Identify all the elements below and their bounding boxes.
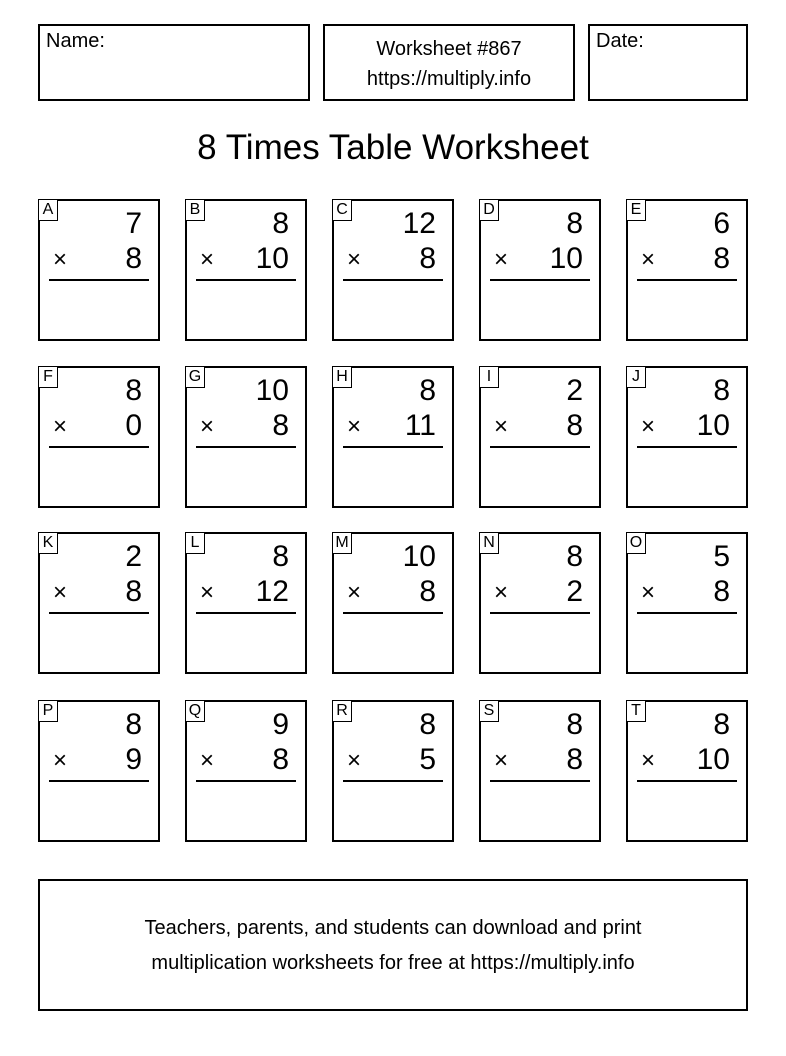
bottom-factor: 10 bbox=[696, 409, 730, 442]
multiply-sign: × bbox=[347, 413, 362, 440]
problem-box[interactable] bbox=[479, 199, 601, 341]
problem-label: F bbox=[38, 366, 58, 388]
multiply-sign: × bbox=[53, 579, 68, 606]
answer-line bbox=[196, 780, 296, 782]
multiply-sign: × bbox=[494, 579, 509, 606]
footer-line-2: multiplication worksheets for free at https://multiply.info bbox=[151, 952, 635, 974]
bottom-factor: 8 bbox=[272, 743, 289, 776]
multiply-sign: × bbox=[53, 747, 68, 774]
problem-label: T bbox=[626, 700, 646, 722]
top-factor: 9 bbox=[272, 708, 289, 741]
top-factor: 8 bbox=[419, 708, 436, 741]
problem-box[interactable] bbox=[185, 532, 307, 674]
multiply-sign: × bbox=[347, 246, 362, 273]
problem-box[interactable] bbox=[332, 532, 454, 674]
answer-line bbox=[490, 780, 590, 782]
multiply-sign: × bbox=[347, 579, 362, 606]
name-label: Name: bbox=[46, 30, 105, 52]
problem-label: P bbox=[38, 700, 58, 722]
multiply-sign: × bbox=[53, 413, 68, 440]
worksheet-number: Worksheet #867 bbox=[376, 38, 522, 60]
date-field-box[interactable] bbox=[588, 24, 748, 101]
top-factor: 8 bbox=[272, 207, 289, 240]
bottom-factor: 8 bbox=[419, 575, 436, 608]
answer-line bbox=[196, 279, 296, 281]
problem-label: G bbox=[185, 366, 205, 388]
problem-label: H bbox=[332, 366, 352, 388]
problem-label: S bbox=[479, 700, 499, 722]
bottom-factor: 8 bbox=[272, 409, 289, 442]
problem-box[interactable] bbox=[38, 366, 160, 508]
problem-label: D bbox=[479, 199, 499, 221]
problem-label: L bbox=[185, 532, 205, 554]
multiply-sign: × bbox=[494, 747, 509, 774]
top-factor: 6 bbox=[713, 207, 730, 240]
footer-box bbox=[38, 879, 748, 1011]
problem-label: K bbox=[38, 532, 58, 554]
footer-line-1: Teachers, parents, and students can download and print bbox=[144, 917, 642, 939]
problem-box[interactable] bbox=[332, 700, 454, 842]
answer-line bbox=[490, 279, 590, 281]
answer-line bbox=[196, 446, 296, 448]
problem-label: B bbox=[185, 199, 205, 221]
answer-line bbox=[196, 612, 296, 614]
problem-label: M bbox=[332, 532, 352, 554]
multiply-sign: × bbox=[494, 246, 509, 273]
bottom-factor: 8 bbox=[713, 242, 730, 275]
problem-box[interactable] bbox=[38, 700, 160, 842]
multiply-sign: × bbox=[641, 246, 656, 273]
problem-label: O bbox=[626, 532, 646, 554]
bottom-factor: 8 bbox=[125, 242, 142, 275]
worksheet-info-box bbox=[323, 24, 575, 101]
top-factor: 2 bbox=[566, 374, 583, 407]
top-factor: 5 bbox=[713, 540, 730, 573]
top-factor: 7 bbox=[125, 207, 142, 240]
bottom-factor: 9 bbox=[125, 743, 142, 776]
problem-label: A bbox=[38, 199, 58, 221]
bottom-factor: 10 bbox=[549, 242, 583, 275]
answer-line bbox=[637, 612, 737, 614]
bottom-factor: 2 bbox=[566, 575, 583, 608]
problem-label: Q bbox=[185, 700, 205, 722]
top-factor: 8 bbox=[125, 374, 142, 407]
problem-box[interactable] bbox=[38, 532, 160, 674]
answer-line bbox=[490, 446, 590, 448]
problem-box[interactable] bbox=[626, 532, 748, 674]
answer-line bbox=[49, 780, 149, 782]
problem-box[interactable] bbox=[479, 700, 601, 842]
bottom-factor: 8 bbox=[125, 575, 142, 608]
bottom-factor: 8 bbox=[713, 575, 730, 608]
multiply-sign: × bbox=[641, 747, 656, 774]
bottom-factor: 0 bbox=[125, 409, 142, 442]
answer-line bbox=[49, 612, 149, 614]
bottom-factor: 8 bbox=[566, 743, 583, 776]
top-factor: 2 bbox=[125, 540, 142, 573]
problem-box[interactable] bbox=[185, 366, 307, 508]
answer-line bbox=[49, 446, 149, 448]
page-title: 8 Times Table Worksheet bbox=[197, 128, 589, 167]
bottom-factor: 11 bbox=[404, 409, 436, 442]
multiply-sign: × bbox=[494, 413, 509, 440]
problem-label: R bbox=[332, 700, 352, 722]
problem-box[interactable] bbox=[185, 700, 307, 842]
date-label: Date: bbox=[596, 30, 644, 52]
top-factor: 8 bbox=[419, 374, 436, 407]
bottom-factor: 8 bbox=[419, 242, 436, 275]
top-factor: 8 bbox=[272, 540, 289, 573]
multiply-sign: × bbox=[200, 747, 215, 774]
problem-box[interactable] bbox=[626, 199, 748, 341]
site-url: https://multiply.info bbox=[366, 68, 532, 90]
problem-box[interactable] bbox=[38, 199, 160, 341]
problem-label: E bbox=[626, 199, 646, 221]
problem-box[interactable] bbox=[479, 366, 601, 508]
problem-label: N bbox=[479, 532, 499, 554]
answer-line bbox=[343, 780, 443, 782]
answer-line bbox=[343, 279, 443, 281]
answer-line bbox=[343, 612, 443, 614]
multiply-sign: × bbox=[641, 579, 656, 606]
answer-line bbox=[637, 279, 737, 281]
problem-box[interactable] bbox=[626, 366, 748, 508]
problem-label: I bbox=[479, 366, 499, 388]
problem-box[interactable] bbox=[626, 700, 748, 842]
multiply-sign: × bbox=[347, 747, 362, 774]
bottom-factor: 5 bbox=[419, 743, 436, 776]
top-factor: 10 bbox=[402, 540, 436, 573]
answer-line bbox=[637, 446, 737, 448]
bottom-factor: 12 bbox=[255, 575, 289, 608]
answer-line bbox=[49, 279, 149, 281]
problem-box[interactable] bbox=[332, 199, 454, 341]
problem-label: C bbox=[332, 199, 352, 221]
multiply-sign: × bbox=[641, 413, 656, 440]
multiply-sign: × bbox=[200, 246, 215, 273]
answer-line bbox=[343, 446, 443, 448]
multiply-sign: × bbox=[200, 413, 215, 440]
top-factor: 10 bbox=[255, 374, 289, 407]
top-factor: 8 bbox=[566, 708, 583, 741]
answer-line bbox=[637, 780, 737, 782]
bottom-factor: 10 bbox=[255, 242, 289, 275]
problem-box[interactable] bbox=[185, 199, 307, 341]
multiply-sign: × bbox=[200, 579, 215, 606]
name-field-box[interactable] bbox=[38, 24, 310, 101]
top-factor: 8 bbox=[566, 540, 583, 573]
top-factor: 8 bbox=[125, 708, 142, 741]
top-factor: 8 bbox=[713, 374, 730, 407]
top-factor: 8 bbox=[713, 708, 730, 741]
top-factor: 12 bbox=[402, 207, 436, 240]
problem-label: J bbox=[626, 366, 646, 388]
problem-box[interactable] bbox=[332, 366, 454, 508]
bottom-factor: 10 bbox=[696, 743, 730, 776]
problem-box[interactable] bbox=[479, 532, 601, 674]
bottom-factor: 8 bbox=[566, 409, 583, 442]
multiply-sign: × bbox=[53, 246, 68, 273]
answer-line bbox=[490, 612, 590, 614]
top-factor: 8 bbox=[566, 207, 583, 240]
